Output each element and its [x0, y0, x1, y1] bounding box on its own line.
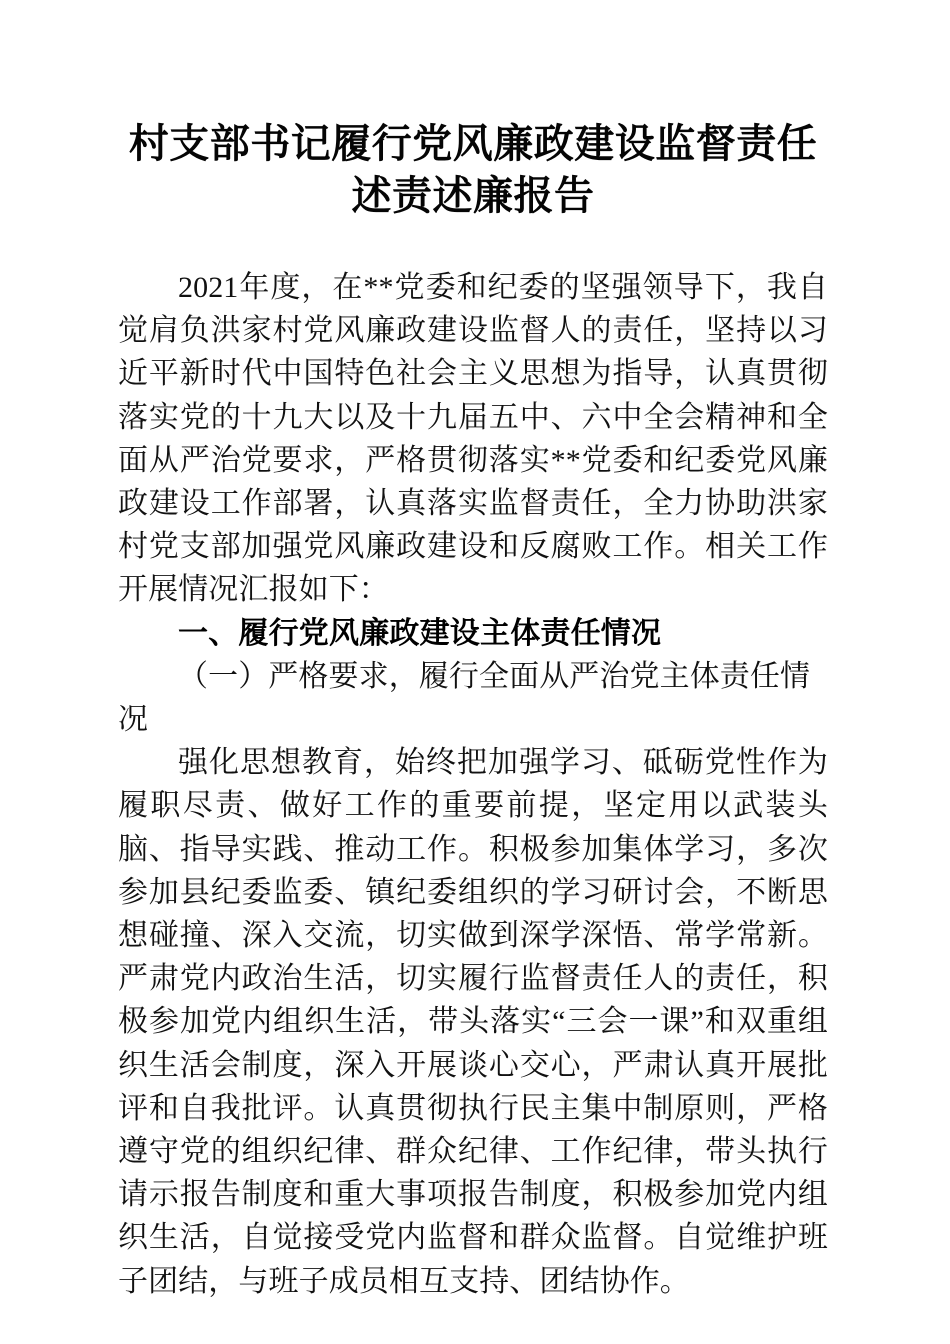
- paragraph-section-1-1-body: 强化思想教育，始终把加强学习、砥砺党性作为履职尽责、做好工作的重要前提，坚定用以武装头脑、指导实践、推动工作。积极参加集体学习，多次参加县纪委监委、镇纪委组织的学习研讨会，不断思想碰撞、深入交流，切实做到深学深悟、常学常新。严肃党内政治生活，切实履行监督责任人的责任，积极参加党内组织生活，带头落实“三会一课”和双重组织生活会制度，深入开展谈心交心，严肃认真开展批评和自我批评。认真贯彻执行民主集中制原则，严格遵守党的组织纪律、群众纪律、工作纪律，带头执行请示报告制度和重大事项报告制度，积极参加党内组织生活，自觉接受党内监督和群众监督。自觉维护班子团结，与班子成员相互支持、团结协作。: [118, 746, 828, 1298]
- page-title: [118, 118, 828, 222]
- section-heading-1-1: （一）严格要求，履行全面从严治党主体责任情况: [118, 659, 811, 737]
- page-title-line-2: 廉报告: [473, 173, 595, 218]
- document-content: [118, 118, 828, 1303]
- paragraph-intro: 2021年度，在**党委和纪委的坚强领导下，我自觉肩负洪家村党风廉政建设监督人的责任，坚持以习近平新时代中国特色社会主义思想为指导，认真贯彻落实党的十九大以及十九届五中、六中全会精神和全面从严治党要求，严格贯彻落实**党委和纪委党风廉政建设工作部署，认真落实监督责任，全力协助洪家村党支部加强党风廉政建设和反腐败工作。相关工作开展情况汇报如下：: [118, 271, 828, 607]
- section-heading-1: 一、履行党风廉政建设主体责任情况: [178, 616, 662, 650]
- page-title-line-1: 村支部书记履行党风廉政建设监督责任述责述: [128, 121, 818, 218]
